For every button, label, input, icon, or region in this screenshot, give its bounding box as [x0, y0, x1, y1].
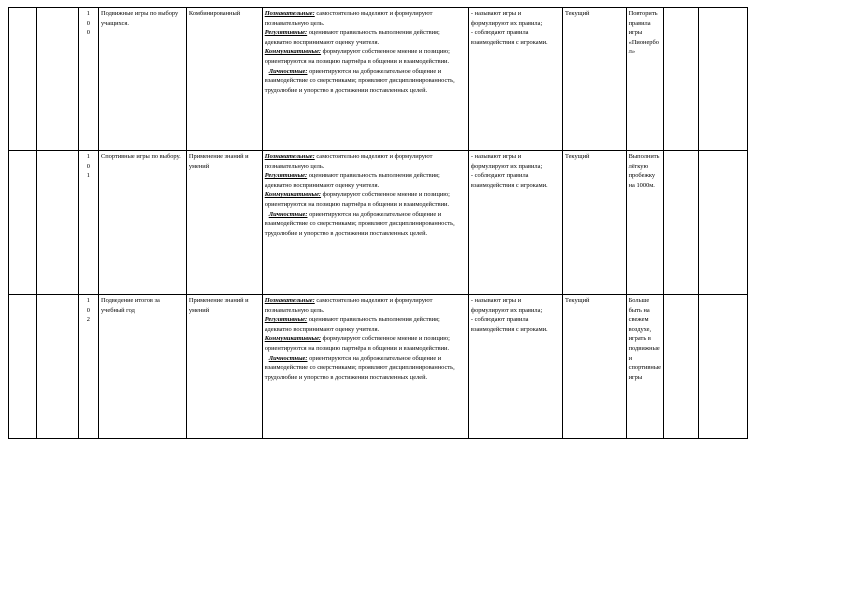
empty-cell [699, 8, 748, 151]
outcome-label: Регулятивные: [264, 316, 308, 324]
lesson-topic: Подведение итогов за учебный год [98, 295, 186, 439]
outcome-label: Личностные: [268, 354, 308, 362]
lesson-topic: Спортивные игры по выбору. [98, 151, 186, 295]
outcome-text: оценивают правильность выполнения действия; адекватно воспринимают оценку учителя. [264, 29, 440, 46]
outcome-text: формулируют собственное мнение и позицию; ориентируются на позицию партнёра в общении и взаимодействии. [264, 335, 450, 352]
outcome-label: Личностные: [268, 67, 308, 75]
control-type: Текущий [562, 8, 626, 151]
learning-outcomes [262, 151, 468, 295]
outcome-text: самостоятельно выделяют и формулируют познавательную цель. [264, 297, 433, 314]
empty-cell [37, 151, 78, 295]
outcome-label: Коммуникативные: [264, 48, 322, 56]
lesson-plan-table [8, 7, 748, 439]
student-activity: - называют игры и формулируют их правила; - соблюдают правила взаимодействия с игроками. [468, 295, 562, 439]
empty-cell [664, 295, 699, 439]
learning-outcomes [262, 8, 468, 151]
outcome-label: Личностные: [268, 210, 308, 218]
lesson-topic: Подвижные игры по выбору учащихся. [98, 8, 186, 151]
empty-cell [9, 151, 37, 295]
lesson-type: Применение знаний и умений [186, 151, 262, 295]
outcome-label: Познавательные: [264, 153, 315, 160]
outcome-text: оценивают правильность выполнения действия; адекватно воспринимают оценку учителя. [264, 172, 440, 189]
empty-cell [664, 8, 699, 151]
empty-cell [37, 8, 78, 151]
outcome-text: формулируют собственное мнение и позицию; ориентируются на позицию партнёра в общении и взаимодействии. [264, 191, 450, 208]
lesson-type: Применение знаний и умений [186, 295, 262, 439]
outcome-text: формулируют собственное мнение и позицию; ориентируются на позицию партнёра в общении и взаимодействии. [264, 48, 450, 65]
homework: Выполнить лёгкую пробежку на 1000м. [626, 151, 663, 295]
empty-cell [699, 151, 748, 295]
outcome-label: Коммуникативные: [264, 335, 322, 343]
lesson-number: 1 0 1 [78, 151, 98, 295]
empty-cell [664, 151, 699, 295]
lesson-type: Комбинированный [186, 8, 262, 151]
outcome-text: ориентируются на доброжелательное общение и взаимодействие со сверстниками; проявляют дисциплинированность, трудолюбие и упорство в достижении поставленных целей. [264, 354, 455, 381]
empty-cell [37, 295, 78, 439]
homework: Повторить правила игры «Пионербол» [626, 8, 663, 151]
empty-cell [699, 295, 748, 439]
outcome-text: самостоятельно выделяют и формулируют познавательную цель. [264, 153, 433, 170]
outcome-label: Познавательные: [264, 297, 315, 304]
table-row [9, 295, 748, 439]
empty-cell [9, 295, 37, 439]
outcome-text: оценивают правильность выполнения действия; адекватно воспринимают оценку учителя. [264, 316, 440, 333]
learning-outcomes [262, 295, 468, 439]
control-type: Текущий [562, 295, 626, 439]
control-type: Текущий [562, 151, 626, 295]
outcome-label: Коммуникативные: [264, 191, 322, 199]
outcome-label: Познавательные: [264, 10, 315, 17]
outcome-label: Регулятивные: [264, 29, 308, 37]
lesson-number: 1 0 2 [78, 295, 98, 439]
table-row [9, 151, 748, 295]
student-activity: - называют игры и формулируют их правила; - соблюдают правила взаимодействия с игроками. [468, 151, 562, 295]
student-activity: - называют игры и формулируют их правила; - соблюдают правила взаимодействия с игроками. [468, 8, 562, 151]
outcome-text: самостоятельно выделяют и формулируют познавательную цель. [264, 10, 433, 27]
empty-cell [9, 8, 37, 151]
table-row [9, 8, 748, 151]
lesson-number: 1 0 0 [78, 8, 98, 151]
outcome-text: ориентируются на доброжелательное общение и взаимодействие со сверстниками; проявляют дисциплинированность, трудолюбие и упорство в достижении поставленных целей. [264, 67, 455, 94]
outcome-text: ориентируются на доброжелательное общение и взаимодействие со сверстниками; проявляют дисциплинированность, трудолюбие и упорство в достижении поставленных целей. [264, 210, 455, 237]
homework: Больше быть на свежем воздухе, играть в подвижные и спортивные игры [626, 295, 663, 439]
outcome-label: Регулятивные: [264, 172, 308, 180]
